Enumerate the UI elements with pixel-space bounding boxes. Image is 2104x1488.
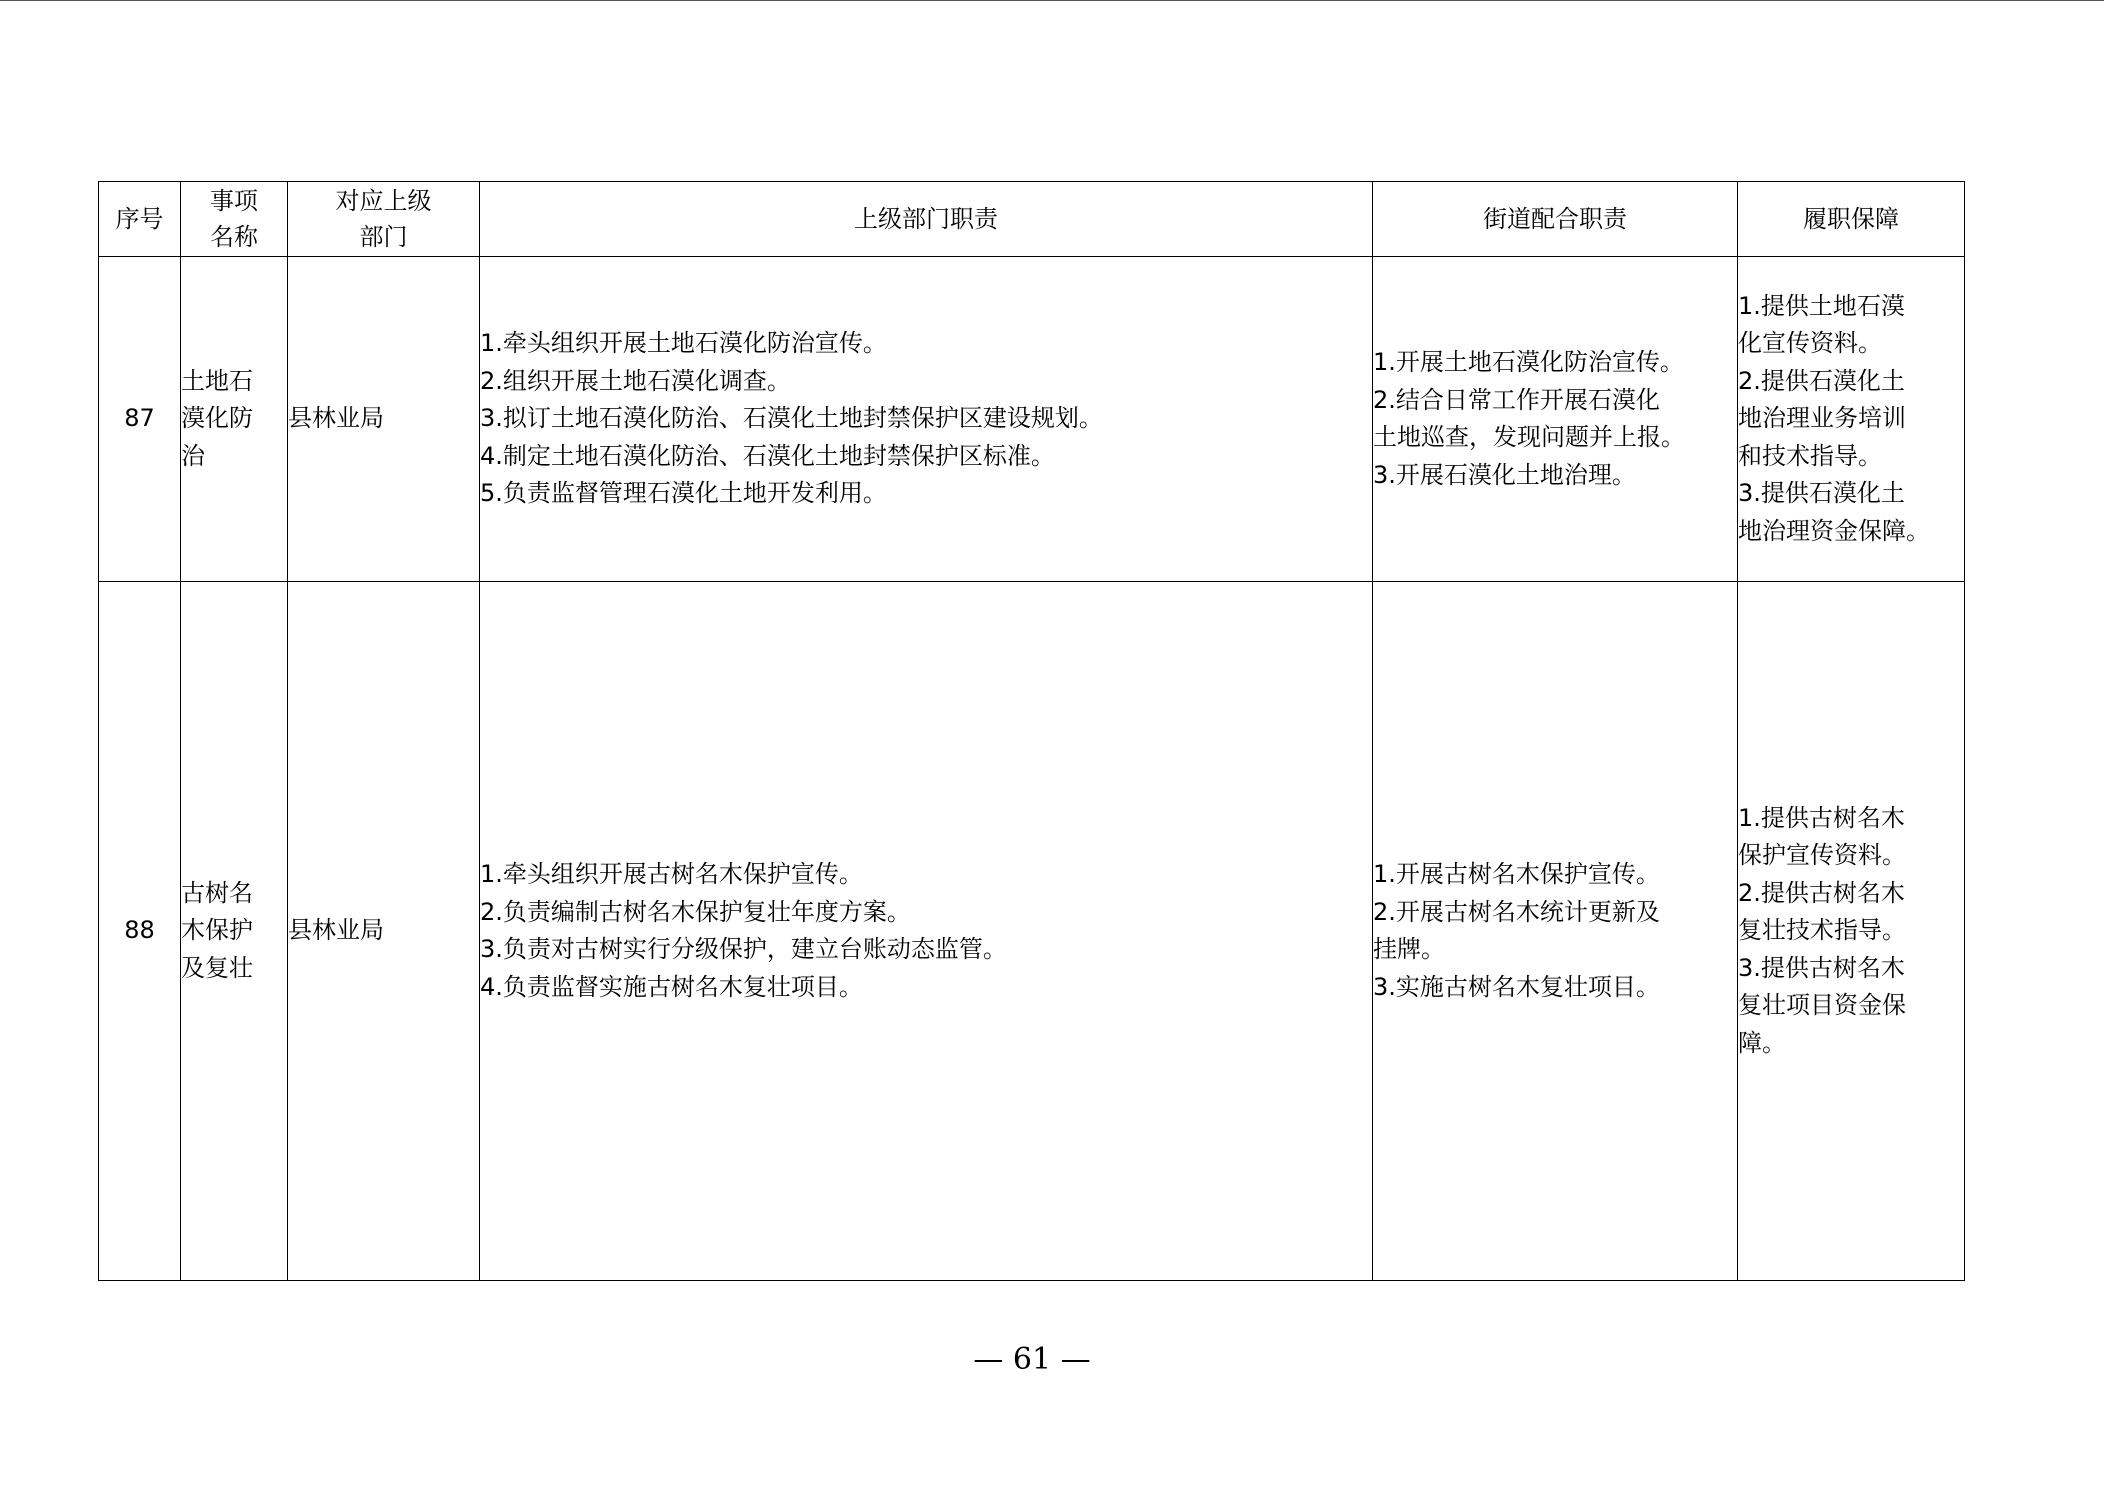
row-upper-duties	[480, 582, 1373, 1281]
upper-duty-item: 2.负责编制古树名木保护复壮年度方案。	[480, 897, 911, 926]
header-item-name-line1: 事项	[210, 187, 258, 215]
street-duty-line: 3.实施古树名木复壮项目。	[1373, 972, 1660, 1001]
item-name-line: 古树名	[181, 878, 253, 907]
upper-duty-item: 2.组织开展土地石漠化调查。	[480, 366, 791, 395]
guarantee-line: 1.提供土地石漠	[1738, 291, 1905, 320]
row-department: 县林业局	[288, 582, 480, 1281]
guarantee-line: 障。	[1738, 1028, 1786, 1057]
upper-duty-item: 3.负责对古树实行分级保护，建立台账动态监管。	[480, 935, 1007, 963]
upper-duty-item: 1.牵头组织开展古树名木保护宣传。	[480, 860, 863, 888]
upper-duty-item: 1.牵头组织开展土地石漠化防治宣传。	[480, 329, 887, 358]
guarantee-line: 1.提供古树名木	[1738, 803, 1905, 832]
street-duty-line: 土地巡查，发现问题并上报。	[1373, 423, 1685, 451]
upper-duty-item: 5.负责监督管理石漠化土地开发利用。	[480, 479, 887, 508]
header-upper-duties: 上级部门职责	[480, 182, 1373, 257]
row-department: 县林业局	[288, 257, 480, 582]
street-duty-line: 挂牌。	[1373, 935, 1445, 963]
street-duty-line: 2.开展古树名木统计更新及	[1373, 897, 1660, 926]
row-upper-duties	[480, 257, 1373, 582]
guarantee-line: 地治理资金保障。	[1738, 516, 1930, 545]
guarantee-line: 3.提供石漠化土	[1738, 479, 1905, 508]
guarantee-line: 复壮项目资金保	[1738, 991, 1906, 1020]
upper-duty-item: 4.负责监督实施古树名木复壮项目。	[480, 972, 863, 1001]
table-row	[99, 582, 1965, 1281]
row-street-duties	[1373, 582, 1738, 1281]
street-duty-line: 3.开展石漠化土地治理。	[1373, 460, 1636, 489]
row-item-name	[181, 257, 288, 582]
guarantee-line: 2.提供古树名木	[1738, 878, 1905, 907]
row-guarantee	[1738, 257, 1965, 582]
page-number: — 61 —	[973, 1342, 1091, 1377]
row-guarantee	[1738, 582, 1965, 1281]
table-row	[99, 257, 1965, 582]
guarantee-line: 化宣传资料。	[1738, 329, 1882, 358]
guarantee-line: 和技术指导。	[1738, 441, 1882, 470]
header-department-line1: 对应上级	[335, 187, 432, 215]
row-index: 87	[99, 257, 181, 582]
header-index: 序号	[99, 182, 181, 257]
upper-duty-item: 4.制定土地石漠化防治、石漠化土地封禁保护区标准。	[480, 441, 1055, 470]
row-item-name	[181, 582, 288, 1281]
header-item-name-line2: 名称	[210, 223, 258, 251]
guarantee-line: 2.提供石漠化土	[1738, 366, 1905, 395]
row-street-duties	[1373, 257, 1738, 582]
item-name-line: 治	[181, 441, 205, 470]
upper-duty-item: 3.拟订土地石漠化防治、石漠化土地封禁保护区建设规划。	[480, 404, 1103, 433]
header-department-line2: 部门	[359, 223, 408, 251]
item-name-line: 土地石	[181, 366, 253, 395]
guarantee-line: 保护宣传资料。	[1738, 841, 1906, 870]
street-duty-line: 2.结合日常工作开展石漠化	[1373, 385, 1660, 414]
item-name-line: 及复壮	[181, 953, 253, 982]
guarantee-line: 地治理业务培训	[1738, 404, 1906, 433]
header-street-duties: 街道配合职责	[1373, 182, 1738, 257]
item-name-line: 漠化防	[181, 404, 253, 433]
item-name-line: 木保护	[181, 916, 253, 945]
page-top-rule	[0, 0, 2104, 1]
header-item-name	[181, 182, 288, 257]
guarantee-line: 复壮技术指导。	[1738, 916, 1906, 945]
guarantee-line: 3.提供古树名木	[1738, 953, 1905, 982]
header-guarantee: 履职保障	[1738, 182, 1965, 257]
row-index: 88	[99, 582, 181, 1281]
header-department	[288, 182, 480, 257]
street-duty-line: 1.开展土地石漠化防治宣传。	[1373, 348, 1684, 376]
table-header-row	[99, 182, 1965, 257]
duty-table	[98, 181, 1965, 1281]
street-duty-line: 1.开展古树名木保护宣传。	[1373, 860, 1660, 888]
